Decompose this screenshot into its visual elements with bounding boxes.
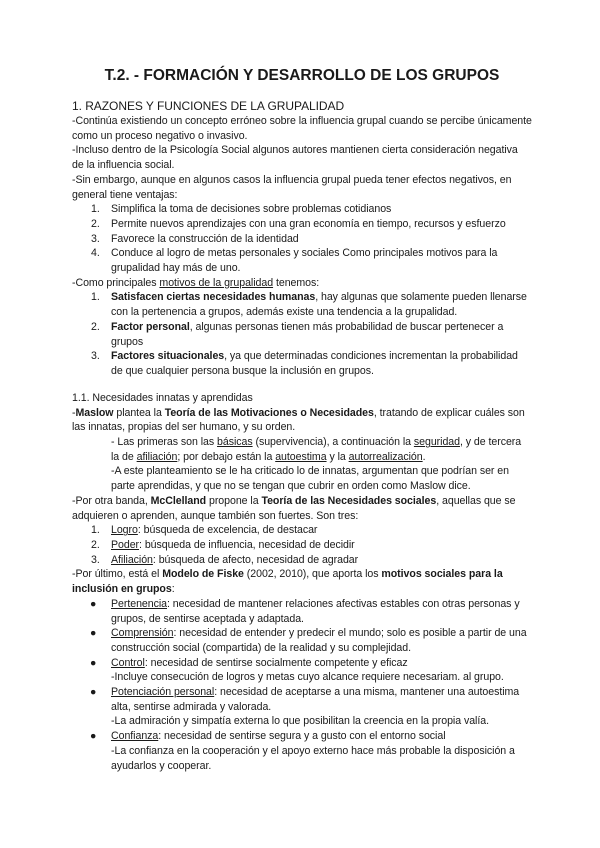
list-item: 2. Factor personal, algunas personas tienen más probabilidad de buscar pertenecer a grupos [91, 320, 504, 348]
motives-list [72, 290, 532, 378]
list-item: ● Comprensión: necesidad de entender y predecir el mundo; solo es posible a partir de una construcción social (compartida) de la realidad y su complejidad. [90, 627, 527, 654]
list-item: ● Pertenencia: necesidad de mantener relaciones afectivas estables con otras personas y grupos, de sentirse aceptada y adaptada. [90, 597, 520, 625]
list-item: ● Potenciación personal: necesidad de aceptarse a una misma, mantener una autoestima alta, sentirse admirada y valorada. -La admiración y simpatía externa lo que posibilitan la creencia en la propia valía. [90, 686, 520, 728]
document-page [72, 66, 532, 773]
indented-paragraph: - Las primeras son las básicas (supervivencia), a continuación la seguridad, y de tercera la de afiliación; por debajo están la autoestima y la autorrealización. [111, 436, 522, 463]
list-item: 3. Favorece la construcción de la identidad [91, 232, 299, 245]
indented-paragraph: -A este planteamiento se le ha criticado lo de innatas, argumentan que podrían ser en parte aprendidas, y que no se tengan que cubrir en orden como Maslow dice. [111, 465, 509, 493]
page-title: T.2. - FORMACIÓN Y DESARROLLO DE LOS GRUPOS [104, 67, 500, 84]
social-needs-list [72, 523, 532, 567]
bullet-icon: ● [90, 730, 97, 743]
fiske-motives-list [72, 597, 532, 773]
advantages-list [72, 202, 532, 276]
list-item: 1. Logro: búsqueda de excelencia, de destacar [91, 524, 318, 537]
paragraph: -Como principales motivos de la grupalidad tenemos: [72, 276, 320, 289]
list-item: ● Control: necesidad de sentirse socialmente competente y eficaz -Incluye consecución de logros y metas cuyo alcance requiere necesariam. al grupo. [90, 656, 504, 684]
paragraph: -Incluso dentro de la Psicología Social algunos autores mantienen cierta consideración negativa de la influencia social. [72, 144, 518, 172]
bullet-icon: ● [90, 597, 97, 610]
paragraph: -Por último, está el Modelo de Fiske (2002, 2010), que aporta los motivos sociales para la inclusión en grupos: [72, 568, 503, 596]
bullet-icon: ● [90, 627, 97, 640]
list-item: 1. Satisfacen ciertas necesidades humanas, hay algunas que solamente pueden llenarse con la pertenencia a grupos, además existe una tendencia a la grupalidad. [91, 291, 527, 319]
list-item: 4. Conduce al logro de metas personales y sociales Como principales motivos para la grupalidad hay más de uno. [91, 247, 498, 275]
list-item: 3. Afiliación: búsqueda de afecto, necesidad de agradar [91, 553, 359, 566]
list-item: ● Confianza: necesidad de sentirse segura y a gusto con el entorno social -La confianza en la cooperación y el apoyo externo hace más probable la disposición a ayudarlos y cooperar. [90, 730, 515, 772]
list-item: 1. Simplifica la toma de decisiones sobre problemas cotidianos [91, 203, 392, 216]
paragraph: -Continúa existiendo un concepto erróneo sobre la influencia grupal cuando se percibe únicamente como un proceso negativo o invasivo. [72, 115, 532, 142]
section-heading-1: 1. RAZONES Y FUNCIONES DE LA GRUPALIDAD [72, 99, 345, 113]
list-item: 3. Factores situacionales, ya que determinadas condiciones incrementan la probabilidad de que cualquier persona busque la inclusión en grupos. [91, 350, 518, 377]
list-item: 2. Poder: búsqueda de influencia, necesidad de decidir [91, 538, 355, 551]
subsection-heading: 1.1. Necesidades innatas y aprendidas [72, 391, 253, 404]
bullet-icon: ● [90, 656, 97, 669]
paragraph: -Sin embargo, aunque en algunos casos la influencia grupal pueda tener efectos negativos, en general tiene ventajas: [72, 173, 512, 201]
bullet-icon: ● [90, 686, 97, 699]
paragraph: -Maslow plantea la Teoría de las Motivaciones o Necesidades, tratando de explicar cuáles son las innatas, propias del ser humano, y su orden. [72, 406, 525, 434]
paragraph: -Por otra banda, McClelland propone la Teoría de las Necesidades sociales, aquellas que se adquieren o aprenden, aunque también son fuertes. Son tres: [72, 494, 516, 522]
list-item: 2. Permite nuevos aprendizajes con una gran economía en tiempo, recursos y esfuerzo [91, 217, 506, 230]
